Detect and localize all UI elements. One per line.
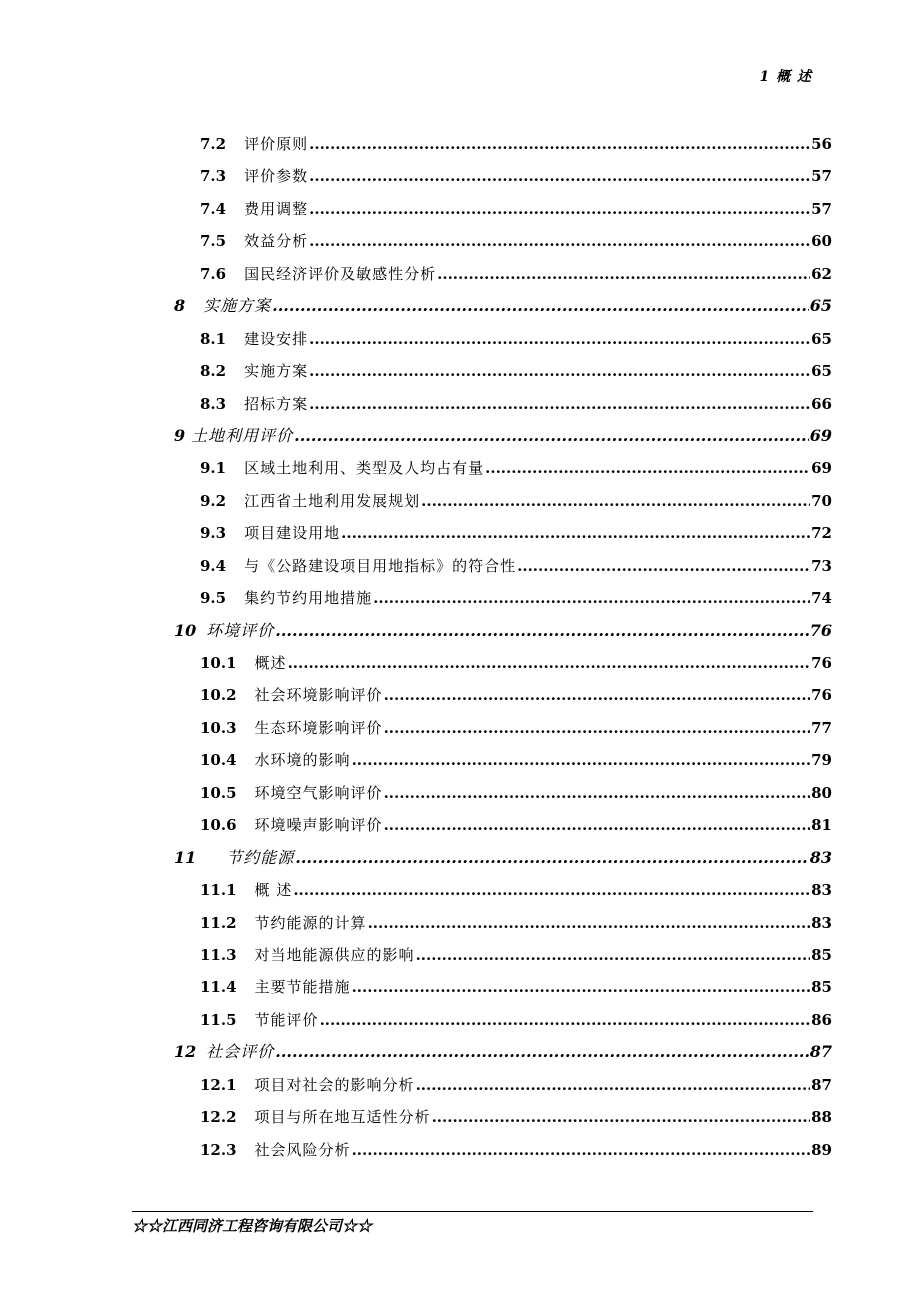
toc-entry-title: 节约能源	[226, 847, 295, 867]
toc-section-entry[interactable]	[174, 971, 832, 1003]
toc-entry-number: 9.5	[200, 589, 227, 608]
toc-dot-leader	[309, 160, 810, 192]
toc-entry-title: 水环境的影响	[254, 751, 351, 770]
toc-entry-number: 9.3	[200, 524, 227, 543]
toc-page-number: 76	[809, 620, 832, 640]
toc-section-entry[interactable]	[174, 907, 832, 939]
toc-entry-title: 区域土地利用、类型及人均占有量	[244, 459, 485, 478]
toc-entry-number: 10.4	[200, 751, 237, 770]
toc-page-number: 85	[811, 945, 832, 964]
running-header: 1 概 述	[759, 69, 812, 85]
toc-dot-leader	[341, 517, 810, 549]
toc-entry-title: 江西省土地利用发展规划	[244, 491, 421, 510]
toc-section-entry[interactable]	[174, 1069, 832, 1101]
toc-section-entry[interactable]	[174, 485, 832, 517]
toc-page-number: 80	[811, 783, 832, 802]
toc-page-number: 77	[811, 718, 832, 737]
toc-section-entry[interactable]	[174, 225, 832, 257]
toc-page-number: 76	[811, 686, 832, 705]
toc-entry-title: 项目与所在地互适性分析	[254, 1108, 431, 1127]
toc-section-entry[interactable]	[174, 258, 832, 290]
toc-entry-title: 与《公路建设项目用地指标》的符合性	[244, 556, 517, 575]
toc-entry-title: 集约节约用地措施	[244, 589, 373, 608]
toc-dot-leader	[352, 971, 811, 1003]
toc-entry-number: 11.3	[200, 945, 237, 964]
toc-dot-leader	[352, 1134, 811, 1166]
toc-dot-leader	[309, 193, 810, 225]
toc-page-number: 85	[811, 978, 832, 997]
toc-dot-leader	[384, 712, 811, 744]
toc-section-entry[interactable]	[174, 744, 832, 776]
toc-page-number: 69	[809, 425, 832, 445]
toc-section-entry[interactable]	[174, 1004, 832, 1036]
toc-section-entry[interactable]	[174, 712, 832, 744]
toc-dot-leader	[517, 550, 810, 582]
toc-entry-title: 招标方案	[244, 394, 309, 413]
footer-divider	[132, 1211, 813, 1212]
toc-section-entry[interactable]	[174, 323, 832, 355]
toc-entry-title: 社会环境影响评价	[254, 686, 383, 705]
toc-entry-title: 评价原则	[244, 135, 309, 153]
toc-entry-number: 7.6	[200, 264, 227, 283]
toc-entry-title: 节约能源的计算	[254, 913, 367, 932]
toc-chapter-entry[interactable]	[174, 1036, 832, 1068]
toc-dot-leader	[416, 1069, 811, 1101]
toc-dot-leader	[421, 485, 810, 517]
toc-section-entry[interactable]	[174, 874, 832, 906]
toc-chapter-entry[interactable]	[174, 842, 832, 874]
toc-entry-title: 社会评价	[206, 1042, 275, 1062]
toc-dot-leader	[288, 647, 811, 679]
toc-page-number: 83	[811, 913, 832, 932]
toc-page-number: 56	[811, 135, 832, 153]
toc-entry-number: 7.2	[200, 135, 227, 153]
toc-entry-number: 10.5	[200, 783, 237, 802]
toc-dot-leader	[309, 323, 810, 355]
toc-dot-leader	[309, 225, 810, 257]
toc-entry-number: 7.5	[200, 232, 227, 251]
toc-entry-number: 10.1	[200, 654, 237, 672]
toc-entry-number: 8.2	[200, 362, 227, 381]
toc-entry-title: 项目建设用地	[244, 524, 341, 543]
toc-page-number: 57	[811, 199, 832, 218]
toc-page-number: 60	[811, 232, 832, 251]
toc-entry-number: 12	[174, 1042, 197, 1062]
toc-section-entry[interactable]	[174, 517, 832, 549]
toc-section-entry[interactable]	[174, 679, 832, 711]
toc-entry-number: 7.3	[200, 167, 227, 186]
toc-page-number: 73	[811, 556, 832, 575]
toc-entry-title: 环境空气影响评价	[254, 783, 383, 802]
toc-entry-title: 环境噪声影响评价	[254, 816, 383, 835]
toc-page-number: 83	[809, 847, 832, 867]
toc-page-number: 79	[811, 751, 832, 770]
toc-section-entry[interactable]	[174, 647, 832, 679]
toc-entry-title: 项目对社会的影响分析	[254, 1075, 415, 1094]
toc-entry-number: 11.1	[200, 881, 237, 900]
toc-page-number: 89	[811, 1140, 832, 1159]
toc-page-number: 72	[811, 524, 832, 543]
toc-dot-leader	[293, 874, 810, 906]
toc-dot-leader	[384, 809, 811, 841]
toc-dot-leader	[309, 355, 810, 387]
toc-entry-number: 12.1	[200, 1075, 237, 1094]
toc-entry-title: 实施方案	[244, 362, 309, 381]
toc-entry-title: 评价参数	[244, 167, 309, 186]
toc-entry-number: 9	[174, 425, 186, 445]
toc-entry-title: 概 述	[254, 881, 293, 900]
toc-dot-leader	[309, 388, 810, 420]
toc-dot-leader	[373, 582, 810, 614]
toc-section-entry[interactable]	[174, 809, 832, 841]
toc-section-entry[interactable]	[174, 388, 832, 420]
toc-entry-title: 土地利用评价	[191, 425, 294, 445]
toc-dot-leader	[416, 939, 811, 971]
toc-chapter-entry[interactable]	[174, 615, 832, 647]
toc-entry-title: 实施方案	[203, 296, 272, 316]
toc-entry-number: 9.1	[200, 459, 227, 478]
toc-section-entry[interactable]	[174, 452, 832, 484]
toc-entry-number: 8.3	[200, 394, 227, 413]
toc-section-entry[interactable]	[174, 1101, 832, 1133]
toc-entry-title: 效益分析	[244, 232, 309, 251]
toc-entry-number: 11	[174, 847, 197, 867]
toc-dot-leader	[384, 777, 811, 809]
toc-page-number: 70	[811, 491, 832, 510]
toc-dot-leader	[432, 1101, 811, 1133]
toc-dot-leader	[294, 420, 809, 452]
toc-entry-title: 概述	[254, 654, 287, 672]
toc-entry-number: 9.2	[200, 491, 227, 510]
toc-entry-number: 7.4	[200, 199, 227, 218]
toc-entry-number: 10.6	[200, 816, 237, 835]
toc-page-number: 62	[811, 264, 832, 283]
toc-entry-number: 9.4	[200, 556, 227, 575]
toc-entry-number: 11.4	[200, 978, 237, 997]
toc-entry-number: 10.3	[200, 718, 237, 737]
toc-entry-number: 12.3	[200, 1140, 237, 1159]
toc-page-number: 87	[811, 1075, 832, 1094]
toc-entry-title: 生态环境影响评价	[254, 718, 383, 737]
toc-page-number: 86	[811, 1010, 832, 1029]
toc-dot-leader	[295, 842, 808, 874]
toc-page-number: 65	[811, 362, 832, 381]
toc-page-number: 69	[811, 459, 832, 478]
toc-page-number: 81	[811, 816, 832, 835]
toc-entry-title: 建设安排	[244, 329, 309, 348]
toc-section-entry[interactable]	[174, 193, 832, 225]
footer-company: ☆☆江西同济工程咨询有限公司☆☆	[132, 1217, 373, 1235]
toc-page-number: 88	[811, 1108, 832, 1127]
toc-dot-leader	[275, 615, 808, 647]
toc-entry-title: 主要节能措施	[254, 978, 351, 997]
toc-entry-title: 国民经济评价及敏感性分析	[244, 264, 437, 283]
toc-entry-title: 社会风险分析	[254, 1140, 351, 1159]
toc-entry-number: 11.5	[200, 1010, 237, 1029]
toc-chapter-entry[interactable]	[174, 420, 832, 452]
toc-section-entry[interactable]	[174, 1134, 832, 1166]
toc-page-number: 65	[811, 329, 832, 348]
toc-entry-number: 11.2	[200, 913, 237, 932]
table-of-contents	[174, 128, 832, 1166]
toc-entry-title: 节能评价	[254, 1010, 319, 1029]
toc-entry-number: 8	[174, 296, 186, 316]
toc-entry-title: 费用调整	[244, 199, 309, 218]
toc-dot-leader	[272, 290, 809, 322]
toc-section-entry[interactable]	[174, 355, 832, 387]
toc-page-number: 65	[809, 296, 832, 316]
toc-section-entry[interactable]	[174, 582, 832, 614]
toc-dot-leader	[485, 452, 810, 484]
toc-entry-title: 对当地能源供应的影响	[254, 945, 415, 964]
toc-page-number: 66	[811, 394, 832, 413]
toc-section-entry[interactable]	[174, 128, 832, 160]
toc-entry-number: 10	[174, 620, 197, 640]
toc-section-entry[interactable]	[174, 160, 832, 192]
toc-entry-title: 环境评价	[206, 620, 275, 640]
toc-dot-leader	[384, 679, 811, 711]
toc-chapter-entry[interactable]	[174, 290, 832, 322]
toc-entry-number: 10.2	[200, 686, 237, 705]
toc-page-number: 83	[811, 881, 832, 900]
toc-dot-leader	[368, 907, 811, 939]
toc-dot-leader	[275, 1036, 808, 1068]
toc-page-number: 57	[811, 167, 832, 186]
toc-dot-leader	[437, 258, 810, 290]
toc-entry-number: 12.2	[200, 1108, 237, 1127]
toc-dot-leader	[320, 1004, 811, 1036]
toc-page-number: 74	[811, 589, 832, 608]
toc-entry-number: 8.1	[200, 329, 227, 348]
toc-section-entry[interactable]	[174, 777, 832, 809]
toc-page-number: 76	[811, 654, 832, 672]
toc-section-entry[interactable]	[174, 939, 832, 971]
toc-dot-leader	[352, 744, 811, 776]
toc-page-number: 87	[809, 1042, 832, 1062]
toc-dot-leader	[309, 128, 810, 160]
toc-section-entry[interactable]	[174, 550, 832, 582]
